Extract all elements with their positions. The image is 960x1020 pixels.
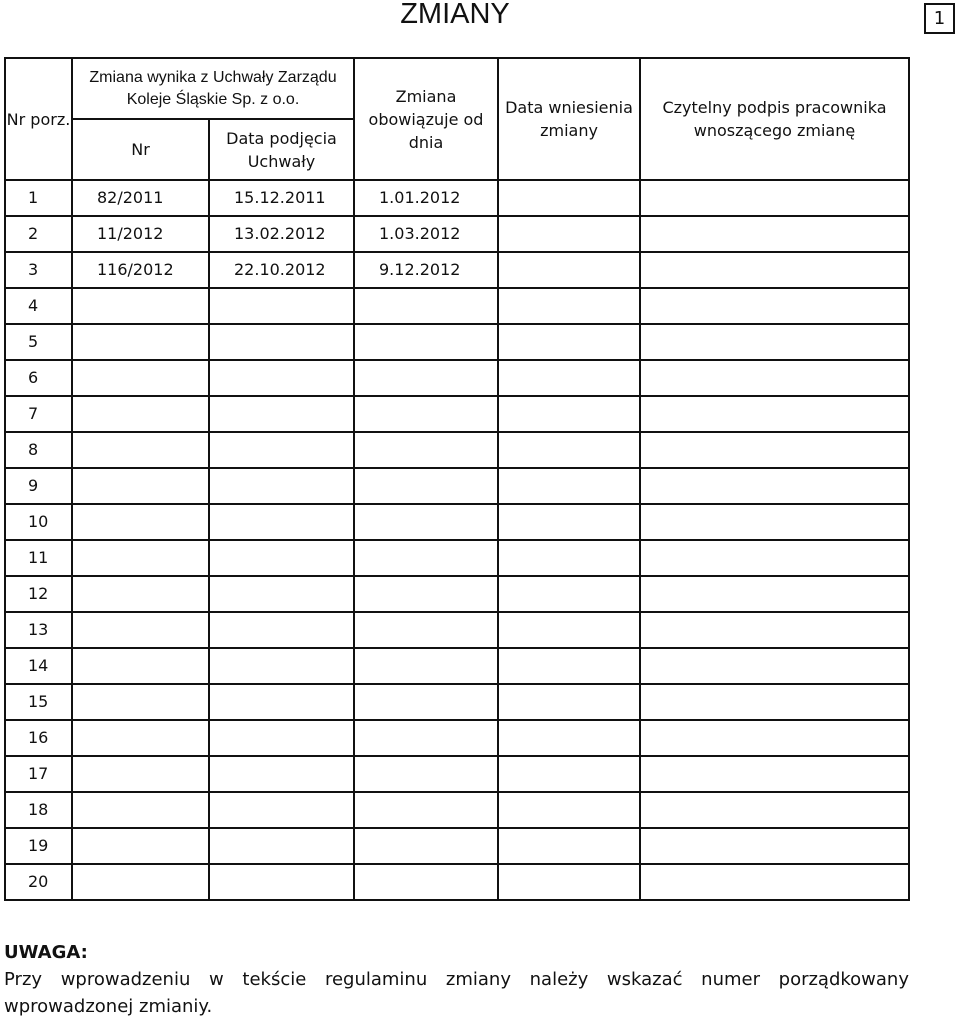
resolution-number-cell: 82/2011 bbox=[72, 180, 209, 216]
resolution-number-cell bbox=[72, 504, 209, 540]
effective-date-cell bbox=[354, 324, 498, 360]
effective-date-cell bbox=[354, 432, 498, 468]
table-row bbox=[5, 288, 909, 324]
signature-cell bbox=[640, 216, 909, 252]
signature-cell bbox=[640, 648, 909, 684]
entry-date-cell bbox=[498, 612, 640, 648]
table-row bbox=[5, 216, 909, 252]
table-row bbox=[5, 576, 909, 612]
resolution-date-cell bbox=[209, 612, 354, 648]
changes-table bbox=[4, 57, 910, 901]
effective-date-cell bbox=[354, 576, 498, 612]
row-number-cell: 12 bbox=[5, 576, 72, 612]
row-number-cell: 17 bbox=[5, 756, 72, 792]
effective-date-cell bbox=[354, 828, 498, 864]
resolution-number-cell bbox=[72, 864, 209, 900]
signature-cell bbox=[640, 684, 909, 720]
table-row bbox=[5, 432, 909, 468]
resolution-number-cell bbox=[72, 540, 209, 576]
resolution-date-cell bbox=[209, 756, 354, 792]
row-number-cell: 9 bbox=[5, 468, 72, 504]
effective-date-cell bbox=[354, 540, 498, 576]
entry-date-cell bbox=[498, 216, 640, 252]
resolution-date-cell: 13.02.2012 bbox=[209, 216, 354, 252]
effective-date-cell bbox=[354, 360, 498, 396]
row-number-cell: 16 bbox=[5, 720, 72, 756]
signature-cell bbox=[640, 360, 909, 396]
entry-date-cell bbox=[498, 360, 640, 396]
row-number-cell: 5 bbox=[5, 324, 72, 360]
signature-cell bbox=[640, 504, 909, 540]
effective-date-cell bbox=[354, 612, 498, 648]
resolution-number-cell bbox=[72, 648, 209, 684]
table-row bbox=[5, 468, 909, 504]
note-title: UWAGA: bbox=[4, 942, 88, 963]
effective-date-cell bbox=[354, 504, 498, 540]
table-row bbox=[5, 396, 909, 432]
resolution-date-cell bbox=[209, 504, 354, 540]
table-row bbox=[5, 648, 909, 684]
row-number-cell: 20 bbox=[5, 864, 72, 900]
header-lp: Nr porz. bbox=[5, 58, 72, 180]
resolution-number-cell: 11/2012 bbox=[72, 216, 209, 252]
entry-date-cell bbox=[498, 432, 640, 468]
signature-cell bbox=[640, 396, 909, 432]
signature-cell bbox=[640, 288, 909, 324]
resolution-number-cell: 116/2012 bbox=[72, 252, 209, 288]
header-resolution-group: Zmiana wynika z Uchwały Zarządu Koleje Śląskie Sp. z o.o. bbox=[72, 58, 354, 119]
resolution-number-cell bbox=[72, 576, 209, 612]
signature-cell bbox=[640, 576, 909, 612]
effective-date-cell bbox=[354, 720, 498, 756]
table-row bbox=[5, 792, 909, 828]
resolution-date-cell bbox=[209, 360, 354, 396]
entry-date-cell bbox=[498, 720, 640, 756]
resolution-number-cell bbox=[72, 432, 209, 468]
effective-date-cell bbox=[354, 792, 498, 828]
resolution-number-cell bbox=[72, 612, 209, 648]
signature-cell bbox=[640, 252, 909, 288]
resolution-number-cell bbox=[72, 828, 209, 864]
effective-date-cell bbox=[354, 468, 498, 504]
entry-date-cell bbox=[498, 540, 640, 576]
signature-cell bbox=[640, 180, 909, 216]
row-number-cell: 2 bbox=[5, 216, 72, 252]
entry-date-cell bbox=[498, 828, 640, 864]
table-row bbox=[5, 864, 909, 900]
entry-date-cell bbox=[498, 468, 640, 504]
entry-date-cell bbox=[498, 576, 640, 612]
resolution-date-cell: 22.10.2012 bbox=[209, 252, 354, 288]
resolution-number-cell bbox=[72, 468, 209, 504]
entry-date-cell bbox=[498, 252, 640, 288]
row-number-cell: 6 bbox=[5, 360, 72, 396]
resolution-date-cell bbox=[209, 576, 354, 612]
note-text: Przy wprowadzeniu w tekście regulaminu zmiany należy wskazać numer porządkowany wprowadzonej zmianiy. bbox=[4, 969, 909, 1017]
effective-date-cell bbox=[354, 684, 498, 720]
effective-date-cell: 9.12.2012 bbox=[354, 252, 498, 288]
table-row bbox=[5, 540, 909, 576]
page-title: ZMIANY bbox=[400, 0, 510, 30]
row-number-cell: 3 bbox=[5, 252, 72, 288]
resolution-date-cell bbox=[209, 684, 354, 720]
header-effective-from: Zmiana obowiązuje od dnia bbox=[354, 58, 498, 180]
signature-cell bbox=[640, 792, 909, 828]
effective-date-cell bbox=[354, 288, 498, 324]
table-row bbox=[5, 180, 909, 216]
resolution-date-cell bbox=[209, 396, 354, 432]
row-number-cell: 15 bbox=[5, 684, 72, 720]
table-row bbox=[5, 324, 909, 360]
resolution-date-cell bbox=[209, 288, 354, 324]
entry-date-cell bbox=[498, 756, 640, 792]
row-number-cell: 4 bbox=[5, 288, 72, 324]
page-number: 1 bbox=[924, 3, 955, 34]
entry-date-cell bbox=[498, 864, 640, 900]
resolution-date-cell bbox=[209, 792, 354, 828]
effective-date-cell bbox=[354, 396, 498, 432]
resolution-number-cell bbox=[72, 792, 209, 828]
resolution-number-cell bbox=[72, 756, 209, 792]
resolution-number-cell bbox=[72, 720, 209, 756]
table-row bbox=[5, 612, 909, 648]
resolution-number-cell bbox=[72, 288, 209, 324]
effective-date-cell: 1.01.2012 bbox=[354, 180, 498, 216]
row-number-cell: 7 bbox=[5, 396, 72, 432]
row-number-cell: 1 bbox=[5, 180, 72, 216]
table-row bbox=[5, 684, 909, 720]
entry-date-cell bbox=[498, 180, 640, 216]
effective-date-cell bbox=[354, 864, 498, 900]
resolution-date-cell bbox=[209, 468, 354, 504]
row-number-cell: 8 bbox=[5, 432, 72, 468]
resolution-date-cell bbox=[209, 828, 354, 864]
entry-date-cell bbox=[498, 792, 640, 828]
signature-cell bbox=[640, 468, 909, 504]
signature-cell bbox=[640, 864, 909, 900]
resolution-number-cell bbox=[72, 684, 209, 720]
effective-date-cell bbox=[354, 756, 498, 792]
row-number-cell: 13 bbox=[5, 612, 72, 648]
signature-cell bbox=[640, 756, 909, 792]
signature-cell bbox=[640, 612, 909, 648]
row-number-cell: 11 bbox=[5, 540, 72, 576]
header-resolution-date: Data podjęcia Uchwały bbox=[209, 119, 354, 180]
effective-date-cell: 1.03.2012 bbox=[354, 216, 498, 252]
resolution-date-cell: 15.12.2011 bbox=[209, 180, 354, 216]
signature-cell bbox=[640, 828, 909, 864]
table-row bbox=[5, 720, 909, 756]
resolution-date-cell bbox=[209, 864, 354, 900]
table-row bbox=[5, 252, 909, 288]
resolution-date-cell bbox=[209, 720, 354, 756]
signature-cell bbox=[640, 324, 909, 360]
table-row bbox=[5, 504, 909, 540]
resolution-date-cell bbox=[209, 540, 354, 576]
row-number-cell: 19 bbox=[5, 828, 72, 864]
resolution-number-cell bbox=[72, 324, 209, 360]
entry-date-cell bbox=[498, 648, 640, 684]
entry-date-cell bbox=[498, 288, 640, 324]
resolution-number-cell bbox=[72, 360, 209, 396]
table-row bbox=[5, 828, 909, 864]
resolution-date-cell bbox=[209, 324, 354, 360]
resolution-date-cell bbox=[209, 432, 354, 468]
entry-date-cell bbox=[498, 396, 640, 432]
signature-cell bbox=[640, 540, 909, 576]
header-row bbox=[5, 58, 909, 119]
table-row bbox=[5, 360, 909, 396]
row-number-cell: 18 bbox=[5, 792, 72, 828]
row-number-cell: 14 bbox=[5, 648, 72, 684]
header-entry-date: Data wniesienia zmiany bbox=[498, 58, 640, 180]
header-signature: Czytelny podpis pracownika wnoszącego zmianę bbox=[640, 58, 909, 180]
signature-cell bbox=[640, 432, 909, 468]
entry-date-cell bbox=[498, 324, 640, 360]
effective-date-cell bbox=[354, 648, 498, 684]
header-resolution-no: Nr bbox=[72, 119, 209, 180]
entry-date-cell bbox=[498, 684, 640, 720]
resolution-number-cell bbox=[72, 396, 209, 432]
resolution-date-cell bbox=[209, 648, 354, 684]
row-number-cell: 10 bbox=[5, 504, 72, 540]
table-row bbox=[5, 756, 909, 792]
signature-cell bbox=[640, 720, 909, 756]
entry-date-cell bbox=[498, 504, 640, 540]
